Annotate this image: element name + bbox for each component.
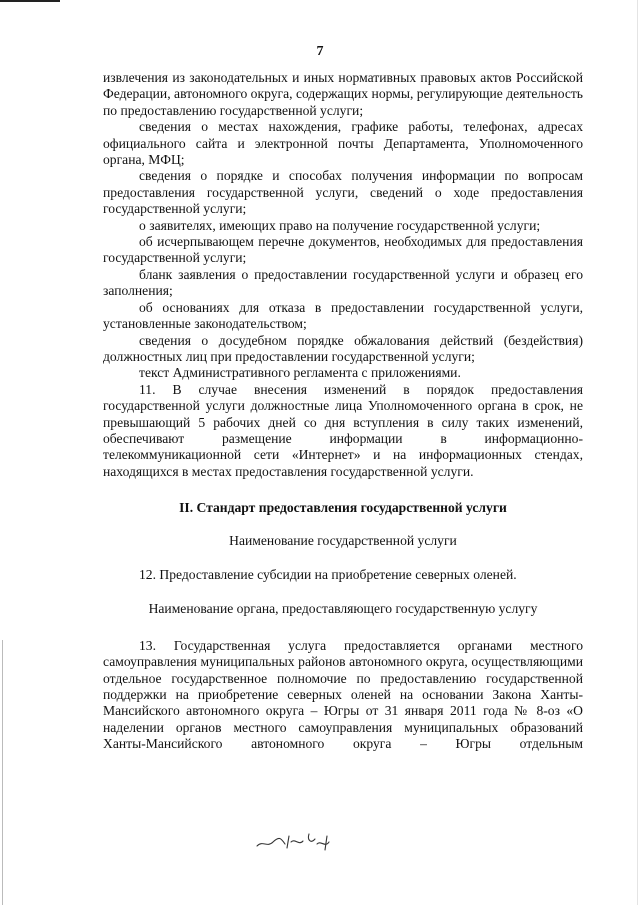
paragraph-form-sample: бланк заявления о предоставлении государственной услуги и образец его заполнения; xyxy=(103,266,583,299)
subheading-service-name: Наименование государственной услуги xyxy=(229,532,457,548)
section-heading: II. Стандарт предоставления государственной услуги xyxy=(179,500,507,516)
paragraph-13: 13. Государственная услуга предоставляется органами местного самоуправления муниципальных районов автономного округа, осуществляющими отдельное государственное полномочие по предоставлению государственной поддержки на приобретение северных оленей на основании Закона Ханты-Мансийского автономного округа – Югры от 31 января 2011 года № 8-оз «О наделении органов местного самоуправления муниципальных образований Ханты-Мансийского автономного округа – Югры отдельным xyxy=(103,637,583,752)
paragraph-documents: об исчерпывающем перечне документов, необходимых для предоставления государственной услуги; xyxy=(103,234,583,266)
paragraph-11: 11. В случае внесения изменений в порядок предоставления государственной услуги должностные лица Уполномоченного органа в срок, не превышающий 5 рабочих дней со дня вступления в силу таких изменений, обеспечивают размещение информации в информационно-телекоммуникационной сети «Интернет» и на информационных стендах, находящихся в местах предоставления государственной услуги. xyxy=(103,381,583,479)
paragraph-extracts: извлечения из законодательных и иных нормативных правовых актов Российской Федерации, автономного округа, содержащих нормы, регулирующие деятельность по предоставлению государственной услуги; xyxy=(103,70,583,118)
scan-left-edge xyxy=(2,640,3,905)
paragraph-12: 12. Предоставление субсидии на приобретение северных оленей. xyxy=(139,566,517,582)
document-body xyxy=(103,70,583,753)
paragraph-appeal: сведения о досудебном порядке обжалования действий (бездействия) должностных лиц при предоставлении государственной услуги; xyxy=(103,332,583,364)
paragraph-regulation-text: текст Административного регламента с приложениями. xyxy=(139,365,461,381)
scan-edge-mark xyxy=(0,0,60,2)
paragraph-locations: сведения о местах нахождения, графике работы, телефонах, адресах официального сайта и электронной почты Департамента, Уполномоченного органа, МФЦ; xyxy=(103,119,583,168)
page-number: 7 xyxy=(316,44,324,59)
paragraph-applicants: о заявителях, имеющих право на получение государственной услуги; xyxy=(139,217,541,233)
handwritten-signature xyxy=(255,830,345,852)
paragraph-info-procedure: сведения о порядке и способах получения информации по вопросам предоставления государственной услуги, сведений о ходе предоставления государственной услуги; xyxy=(103,168,583,217)
subheading-authority: Наименование органа, предоставляющего государственную услугу xyxy=(148,601,538,617)
paragraph-refusal-grounds: об основаниях для отказа в предоставлении государственной услуги, установленные законодательством; xyxy=(103,299,583,332)
scan-right-edge xyxy=(637,0,638,905)
